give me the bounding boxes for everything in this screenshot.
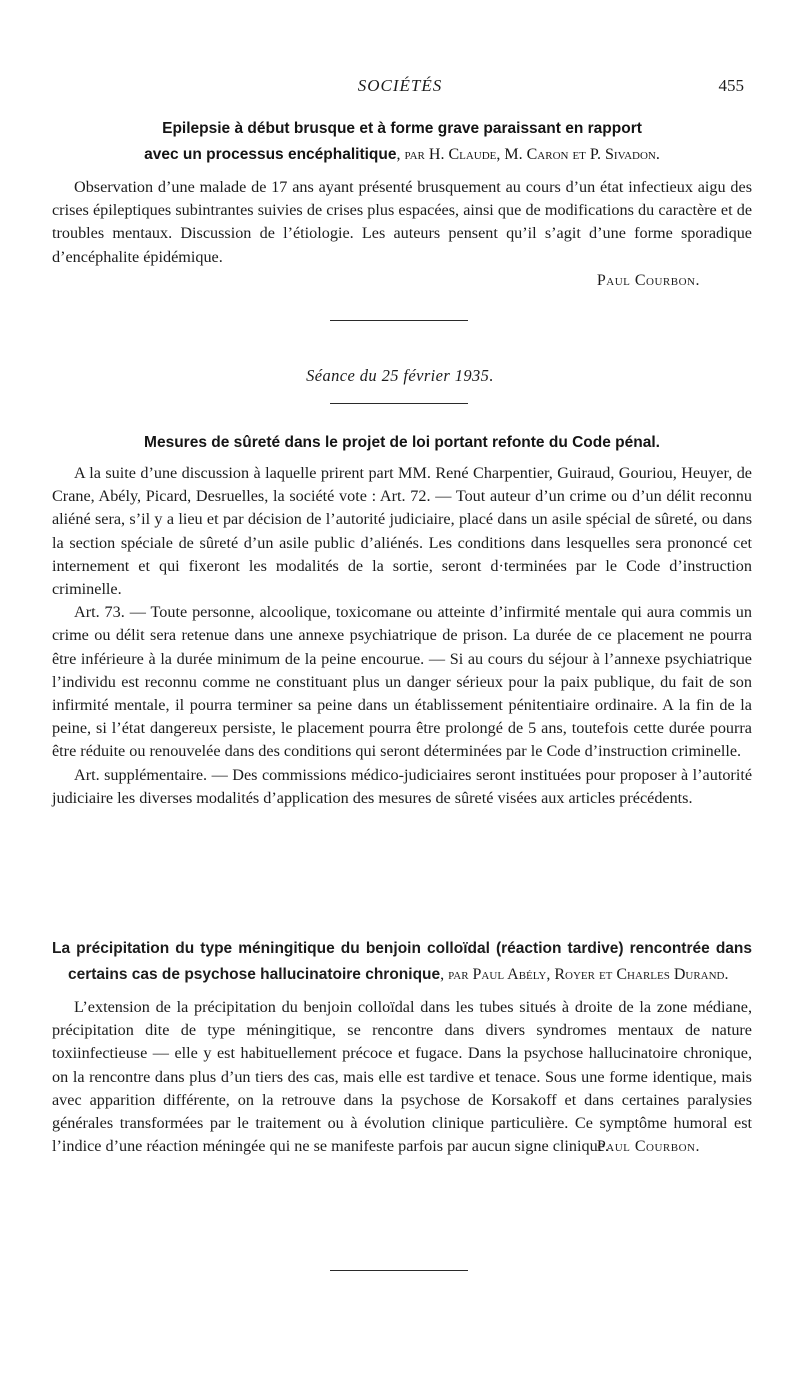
article-mesures-surete	[52, 430, 752, 810]
article-body: Observation d’une malade de 17 ans ayant présenté brusquement au cours d’un état infectieux aigu des crises épileptiques subintrantes suivies de crises plus espacées, ainsi que de modifications du caractère et de troubles mentaux. Discussion de l’étiologie. Les auteurs pensent qu’il s’agit d’une forme sporadique d’encéphalite épidémique.	[52, 178, 752, 266]
article-title-line1: Epilepsie à début brusque et à forme grave paraissant en rapport	[162, 120, 642, 137]
article-body: L’extension de la précipitation du benjoin colloïdal dans les tubes situés à droite de la zone médiane, précipitation dite de type méningitique, se rencontre dans divers syndromes mentaux de nature toxiinfectieuse — elle y est habituellement précoce et fugace. Dans la psychose hallucinatoire chronique, on la rencontre dans plus d’un tiers des cas, mais elle est tardive et tenace. Sous une forme identique, mais avec apparition différente, on la retrouve dans la psychose de Korsakoff et dans certaines paralysies générales transformées par le traitement ou à évolution clinique particulière. Ce symptôme humoral est l’indice d’une réaction méningée qui ne se manifeste parfois par aucun signe clinique.	[52, 998, 752, 1156]
running-title: SOCIÉTÉS	[357, 76, 443, 95]
section-divider-top	[330, 320, 468, 321]
article-paragraph-2: Art. 73. — Toute personne, alcoolique, toxicomane ou atteinte d’infirmité mentale qui aura commis un crime ou délit sera retenue dans une annexe psychiatrique de prison. La durée de ce placement ne pourra être inférieure à la durée minimum de la peine encourue. — Si au cours du séjour à l’annexe psychiatrique l’individu est reconnu comme ne constituant plus un danger sérieux pour la paix publique, du fait de son infirmité mentale, il pourra terminer sa peine dans un établissement pénitentiaire ordinaire. A la fin de la peine, si l’état dangereux persiste, le placement pourra être prolongé de 5 ans, toutefois cette durée pourra être réduite ou renouvelée dans des conditions qui seront déterminées par le Code d’instruction criminelle.	[52, 603, 752, 761]
article-benjoin-colloidal	[52, 936, 752, 1158]
article-paragraph-1: A la suite d’une discussion à laquelle prirent part MM. René Charpentier, Guiraud, Gouriou, Heuyer, de Crane, Abély, Picard, Desruelles, la société vote : Art. 72. — Tout auteur d’un crime ou d’un délit reconnu aliéné sera, s’il y a lieu et par décision de l’autorité judiciaire, placé dans un asile spécial de sûreté, ou dans la section spéciale de sûreté d’un asile public d’aliénés. Les conditions dans lesquelles sera prononcé cet internement et qui fixeront les modalités de la sortie, seront d·terminées par le Code d’instruction criminelle.	[52, 464, 752, 599]
article-paragraph-3: Art. supplémentaire. — Des commissions médico-judiciaires seront instituées pour proposer à l’autorité judiciaire les diverses modalités d’application des mesures de sûreté visées aux articles précédents.	[52, 765, 752, 807]
article-title	[52, 116, 752, 168]
article-title: Mesures de sûreté dans le projet de loi portant refonte du Code pénal.	[144, 434, 660, 451]
page-number: 455	[718, 76, 744, 95]
article-title-bold: La précipitation du type méningitique du benjoin colloïdal (réaction tardive) rencontrée dans certains cas de psychose hallucinatoire chronique	[52, 940, 752, 983]
end-divider	[330, 1270, 468, 1271]
section-divider-bottom	[330, 403, 468, 404]
article-signature: Paul Courbon.	[596, 271, 700, 289]
session-heading: Séance du 25 février 1935.	[306, 366, 494, 385]
article-authors: , par H. Claude, M. Caron et P. Sivadon.	[396, 146, 660, 163]
article-title-line2	[52, 142, 752, 168]
page-header	[0, 76, 800, 98]
article-authors: , par Paul Abély, Royer et Charles Durand.	[440, 966, 729, 983]
article-signature: Paul Courbon.	[596, 1138, 700, 1156]
article-title	[52, 936, 752, 988]
article-epilepsie	[52, 116, 752, 292]
article-title-bold: avec un processus encéphalitique	[144, 146, 397, 163]
